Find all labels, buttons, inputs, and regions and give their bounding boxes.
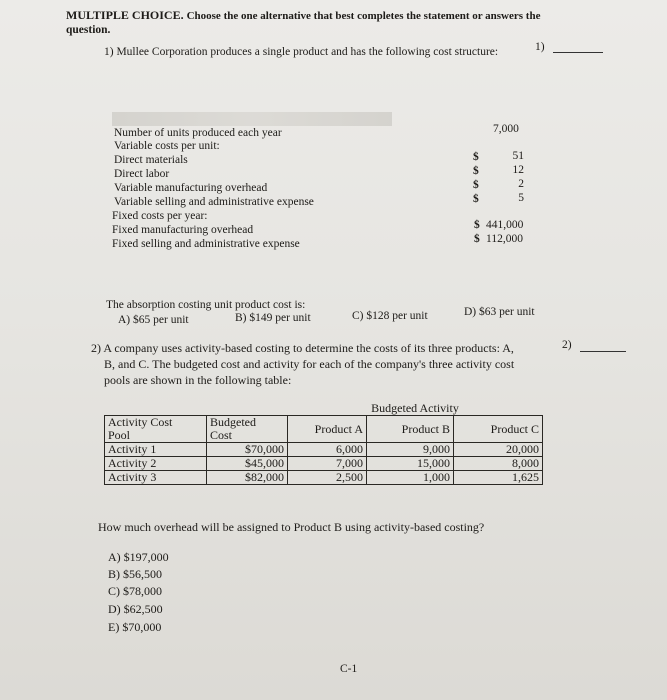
q1-option-c[interactable]: C) $128 per unit: [352, 310, 428, 322]
q1-row-value: 5: [518, 192, 524, 204]
table-row: [105, 443, 543, 457]
q1-row-label: Direct labor: [114, 168, 170, 180]
q1-option-d[interactable]: D) $63 per unit: [464, 306, 535, 318]
q1-row-value: 7,000: [493, 123, 519, 135]
page-number: C-1: [340, 663, 358, 675]
table-cell: Activity 3: [105, 471, 207, 485]
q1-row-label: Fixed manufacturing overhead: [112, 224, 254, 236]
q1-row-label: Number of units produced each year: [114, 127, 282, 139]
q2-option-a[interactable]: A) $197,000: [108, 550, 169, 564]
q1-row-dollar: $: [474, 233, 480, 245]
group-header: Budgeted Activity: [288, 402, 543, 416]
table-cell: $45,000: [207, 457, 288, 471]
q1-row-label: Fixed costs per year:: [112, 210, 208, 222]
table-cell: $70,000: [207, 443, 288, 457]
q1-row-value: 2: [518, 178, 524, 190]
table-cell: Activity 2: [105, 457, 207, 471]
q1-row-label: Variable manufacturing overhead: [114, 182, 268, 194]
q2-option-c[interactable]: C) $78,000: [108, 584, 162, 598]
q1-row-label: Direct materials: [114, 154, 188, 166]
col-header: Cost: [207, 429, 288, 443]
q2-number: 2): [562, 339, 572, 351]
col-header: Product B: [367, 416, 454, 443]
q1-row-label: Variable costs per unit:: [114, 140, 220, 152]
q1-row-value: 441,000: [486, 219, 524, 231]
col-header: Product C: [454, 416, 543, 443]
section-title: MULTIPLE CHOICE. Choose the one alternative that best completes the statement or answers the: [66, 8, 541, 22]
q1-number: 1): [535, 41, 545, 53]
q1-row-label: Variable selling and administrative expense: [114, 196, 314, 208]
col-header: Activity Cost: [105, 416, 207, 430]
q1-row-value: 12: [512, 164, 524, 176]
col-header: Pool: [105, 429, 207, 443]
q2-option-b[interactable]: B) $56,500: [108, 567, 162, 581]
section-instructions-cont: question.: [66, 24, 111, 36]
col-header: Budgeted: [207, 416, 288, 430]
q1-row-value: 51: [512, 150, 524, 162]
table-cell: $82,000: [207, 471, 288, 485]
q2-option-e[interactable]: E) $70,000: [108, 620, 162, 634]
q2-question: How much overhead will be assigned to Product B using activity-based costing?: [98, 520, 485, 534]
table-row: [105, 471, 543, 485]
q1-row-label: Fixed selling and administrative expense: [112, 238, 300, 250]
q1-option-a[interactable]: A) $65 per unit: [118, 314, 189, 326]
q1-row-dollar: $: [473, 151, 479, 163]
activity-cost-table: [104, 402, 543, 485]
q2-text-line: 2) A company uses activity-based costing to determine the costs of its three products: A,: [91, 341, 514, 355]
q1-table-shade: [112, 112, 392, 126]
q1-row-dollar: $: [473, 165, 479, 177]
q2-text-line: B, and C. The budgeted cost and activity for each of the company's three activity cost: [104, 357, 515, 371]
q1-row-value: 112,000: [486, 233, 523, 245]
table-cell: 2,500: [288, 471, 367, 485]
table-cell: 1,000: [367, 471, 454, 485]
table-cell: 9,000: [367, 443, 454, 457]
q1-row-dollar: $: [473, 193, 479, 205]
q1-prompt: The absorption costing unit product cost is:: [106, 299, 306, 311]
table-row: [105, 457, 543, 471]
table-cell: 6,000: [288, 443, 367, 457]
col-header: Product A: [288, 416, 367, 443]
q2-answer-blank[interactable]: [580, 351, 626, 352]
q2-option-d[interactable]: D) $62,500: [108, 602, 163, 616]
table-cell: 15,000: [367, 457, 454, 471]
q2-text-line: pools are shown in the following table:: [104, 373, 292, 387]
q1-text: 1) Mullee Corporation produces a single product and has the following cost structure:: [104, 46, 499, 58]
q1-row-dollar: $: [474, 219, 480, 231]
table-cell: 8,000: [454, 457, 543, 471]
table-cell: 20,000: [454, 443, 543, 457]
q1-option-b[interactable]: B) $149 per unit: [235, 312, 311, 324]
table-cell: 1,625: [454, 471, 543, 485]
q1-row-dollar: $: [473, 179, 479, 191]
table-cell: Activity 1: [105, 443, 207, 457]
table-cell: 7,000: [288, 457, 367, 471]
q1-answer-blank[interactable]: [553, 52, 603, 53]
